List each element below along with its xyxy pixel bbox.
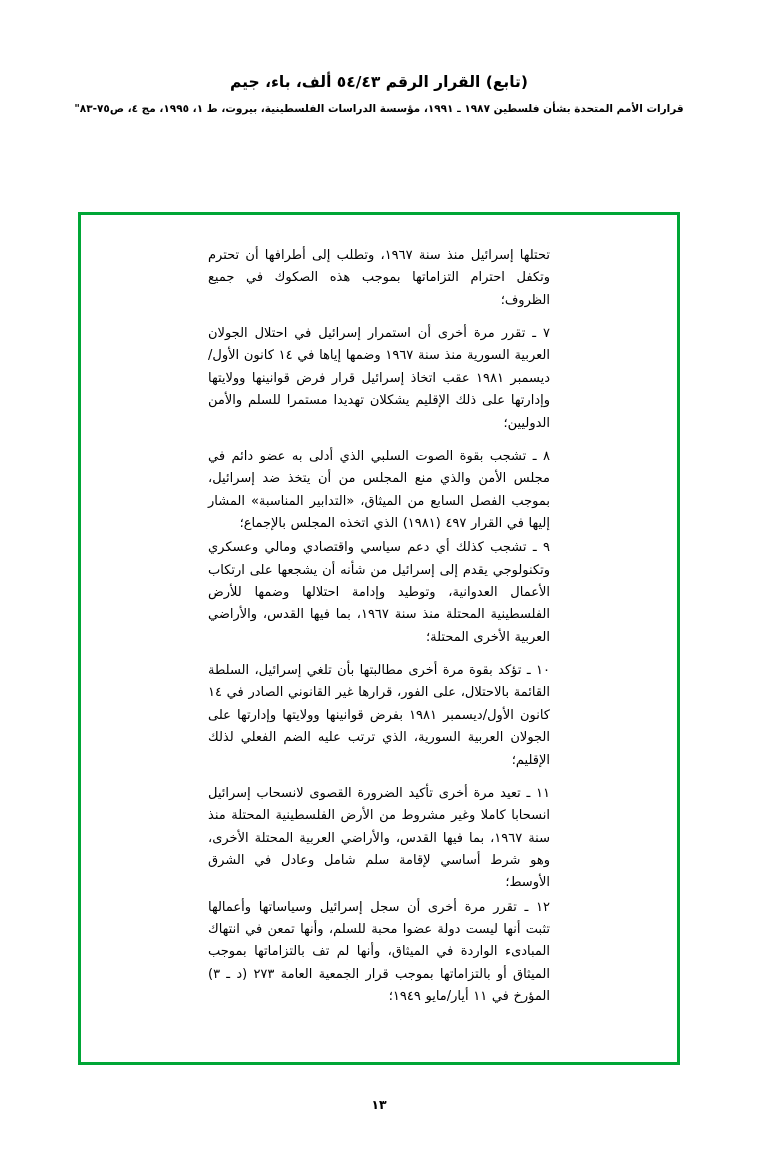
content-frame [78,212,680,1065]
paragraph: ١١ ـ تعيد مرة أخرى تأكيد الضرورة القصوى لانسحاب إسرائيل انسحابا كاملا وغير مشروط من الأرض الفلسطينية المحتلة منذ سنة ١٩٦٧، بما فيها القدس، والأراضي العربية المحتلة الأخرى، وهو شرط أساسي لإقامة سلم شامل وعادل في الشرق الأوسط؛ [208,785,550,891]
page-number: ١٣ [371,1097,387,1112]
paragraph: تحتلها إسرائيل منذ سنة ١٩٦٧، وتطلب إلى أطرافها أن تحترم وتكفل احترام التزاماتها بموجب هذه الصكوك في جميع الظروف؛ [208,248,550,308]
paragraph: ٧ ـ تقرر مرة أخرى أن استمرار إسرائيل في احتلال الجولان العربية السورية منذ سنة ١٩٦٧ وضمها إياها في ١٤ كانون الأول/ ديسمبر ١٩٨١ عقب اتخاذ إسرائيل قرار فرض قوانينها وولايتها وإدارتها على ذلك الإقليم يشكلان تهديدا مستمرا للسلم والأمن الدوليين؛ [208,326,551,431]
body-text-column [208,245,550,1009]
document-header [0,72,758,115]
paragraph: ١٠ ـ تؤكد بقوة مرة أخرى مطالبتها بأن تلغي إسرائيل، السلطة القائمة بالاحتلال، على الفور، قرارها غير القانوني الصادر في ١٤ كانون الأول/ديسمبر ١٩٨١ بفرض قوانينها وولايتها وإدارتها على الجولان العربية السورية، الذي ترتب عليه الضم الفعلي لذلك الإقليم؛ [208,663,550,768]
paragraph: ٨ ـ تشجب بقوة الصوت السلبي الذي أدلى به عضو دائم في مجلس الأمن والذي منع المجلس من أن يتخذ ضد إسرائيل، بموجب الفصل السابع من الميثاق، «التدابير المناسبة» المشار إليها في القرار ٤٩٧ (١٩٨١) الذي اتخذه المجلس بالإجماع؛ [208,448,550,531]
content-frame-inner [81,215,677,1062]
source-citation: قرارات الأمم المتحدة بشأن فلسطين ١٩٨٧ ـ ١٩٩١، مؤسسة الدراسات الفلسطينية، بيروت، ط ١، ١٩٩٥، مج ٤، ص٧٥-٨٣" [74,102,684,115]
document-page [0,72,758,1150]
page-title: (تابع) القرار الرقم ٥٤/٤٣ ألف، باء، جيم [230,73,528,91]
paragraph: ١٢ ـ تقرر مرة أخرى أن سجل إسرائيل وسياساتها وأعمالها تثبت أنها ليست دولة عضوا محبة للسلم، وأنها تمعن في انتهاك المبادىء الواردة في الميثاق، وأنها لم تف بالتزاماتها بموجب الميثاق أو بالتزاماتها بموجب قرار الجمعية العامة ٢٧٣ (د ـ ٣) المؤرخ في ١١ أيار/مايو ١٩٤٩؛ [208,899,550,1005]
paragraph: ٩ ـ تشجب كذلك أي دعم سياسي واقتصادي ومالي وعسكري وتكنولوجي يقدم إلى إسرائيل من شأنه أن يشجعها على ارتكاب الأعمال العدوانية، وتوطيد وإدامة احتلالها وضمها للأرض الفلسطينية المحتلة منذ سنة ١٩٦٧، بما فيها القدس، والأراضي العربية الأخرى المحتلة؛ [208,540,551,645]
